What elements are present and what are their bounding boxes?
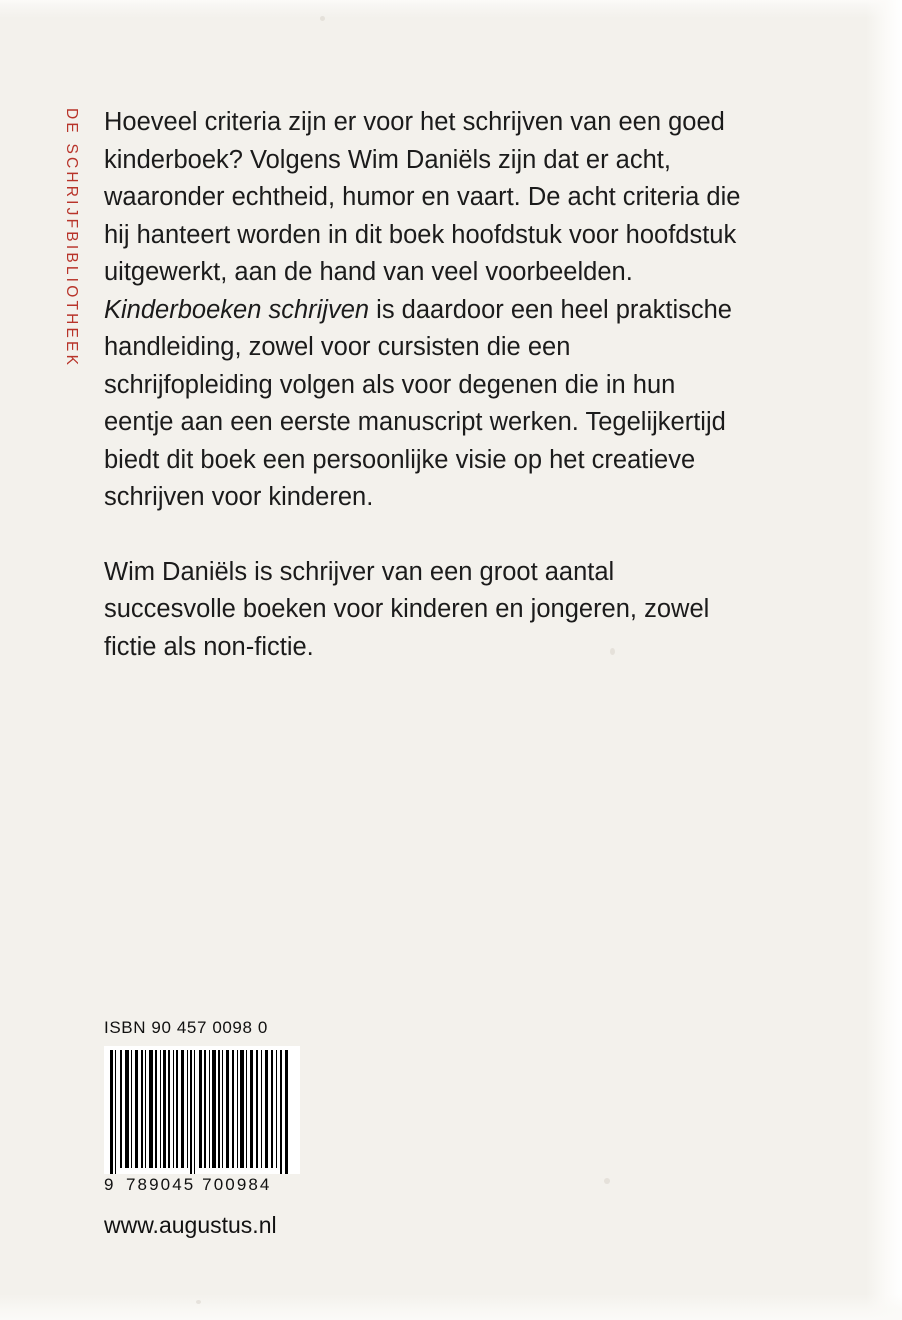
blurb-text-after-title: is daardoor een heel praktische handleiding, zowel voor cursisten die een schrijfopleiding volgen als voor degenen die in hun eentje aan een eerste manuscript werken. Tegelijkertijd biedt dit boek een persoonlijke visie op het creatieve schrijven voor kinderen. (104, 295, 732, 511)
blurb-text-before-title: Hoeveel criteria zijn er voor het schrijven van een goed kinderboek? Volgens Wim Daniëls zijn dat er acht, waaronder echtheid, humor en vaart. De acht criteria die hij hanteert worden in dit boek hoofdstuk voor hoofdstuk uitgewerkt, aan de hand van veel voorbeelden. (104, 108, 741, 286)
publisher-website[interactable]: www.augustus.nl (104, 1212, 277, 1238)
barcode-digits (104, 1175, 300, 1197)
paper-edge-top (0, 0, 902, 18)
paper-edge-bottom (0, 1294, 902, 1320)
isbn-label: ISBN 90 457 0098 0 (104, 1018, 268, 1037)
blurb-paragraph-1 (104, 104, 744, 517)
barcode-image (104, 1046, 300, 1174)
paper-edge-right (866, 0, 902, 1320)
isbn-barcode-block (104, 1018, 304, 1197)
book-title-italic: Kinderboeken schrijven (104, 295, 370, 324)
scan-speck (604, 1178, 610, 1184)
barcode-lead-digit: 9 (104, 1175, 114, 1194)
barcode-number: 789045 700984 (126, 1175, 272, 1194)
series-label: DE SCHRIJFBIBLIOTHEEK (63, 108, 80, 369)
blurb-paragraph-2: Wim Daniëls is schrijver van een groot aantal succesvolle boeken voor kinderen en jongeren, zowel fictie als non-fictie. (104, 557, 710, 661)
scan-speck (196, 1300, 201, 1304)
scan-speck (320, 16, 325, 21)
back-cover-blurb (104, 104, 744, 703)
